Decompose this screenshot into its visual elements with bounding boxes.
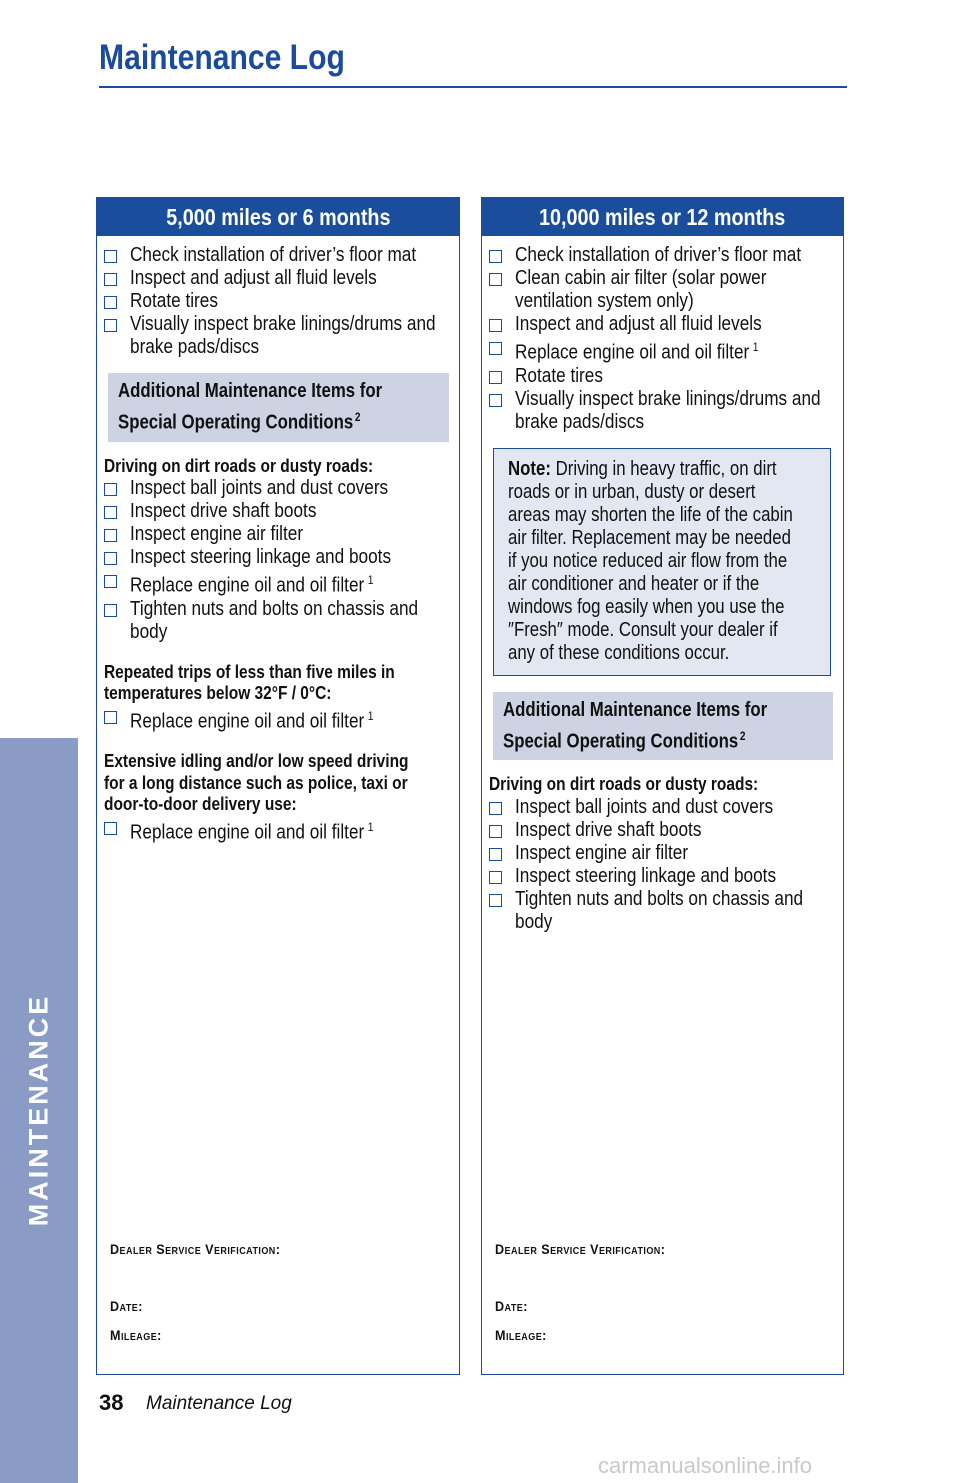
checkbox[interactable] xyxy=(104,250,117,263)
footnote-ref: 1 xyxy=(367,573,374,588)
item-label: Check installation of driver’s floor mat xyxy=(515,244,802,266)
dealer-verification-label: Dealer Service Verification: xyxy=(495,1241,666,1257)
item-label: Rotate tires xyxy=(130,290,218,312)
footer-label: Maintenance Log xyxy=(146,1393,292,1414)
checkbox[interactable] xyxy=(104,822,117,835)
item-label: Tighten nuts and bolts on chassis and xyxy=(515,887,804,910)
item-label: Replace engine oil and oil filter xyxy=(515,341,750,364)
checkbox[interactable] xyxy=(489,894,502,907)
item-label: Check installation of driver’s floor mat xyxy=(130,244,417,266)
item-label: Tighten nuts and bolts on chassis and xyxy=(130,597,419,620)
item-label: Visually inspect brake linings/drums and xyxy=(130,313,436,335)
item-label: Inspect and adjust all fluid levels xyxy=(515,313,762,335)
checkbox[interactable] xyxy=(104,529,117,542)
checkbox[interactable] xyxy=(489,319,502,332)
item-label: Inspect engine air filter xyxy=(515,841,689,864)
item-label-cont: ventilation system only) xyxy=(515,290,694,312)
special-title-line2: Special Operating Conditions xyxy=(118,411,354,434)
mileage-label: Mileage: xyxy=(110,1327,162,1343)
checklist-item[interactable] xyxy=(104,598,453,644)
title-rule xyxy=(99,86,847,88)
note-line: windows fog easily when you use the xyxy=(508,595,785,618)
card-header xyxy=(482,198,843,236)
checklist-item[interactable] xyxy=(104,500,453,523)
item-label: Replace engine oil and oil filter xyxy=(130,574,365,597)
checklist-item[interactable] xyxy=(489,336,837,365)
maintenance-card-10000 xyxy=(481,197,844,1375)
watermark: carmanualsonline.info xyxy=(598,1453,813,1478)
item-label: Inspect and adjust all fluid levels xyxy=(130,267,377,289)
item-label: Inspect steering linkage and boots xyxy=(130,546,392,569)
checkbox[interactable] xyxy=(104,711,117,724)
note-line: Driving in heavy traffic, on dirt xyxy=(555,457,777,480)
checklist-item[interactable] xyxy=(104,546,453,569)
item-label: Replace engine oil and oil filter xyxy=(130,821,365,844)
section-heading-cold: Repeated trips of less than five miles in temperatures below 32°F / 0°C: xyxy=(104,661,395,704)
checklist-item[interactable] xyxy=(489,865,837,888)
date-label: Date: xyxy=(495,1298,528,1314)
checkbox[interactable] xyxy=(104,319,117,332)
checklist-item[interactable] xyxy=(104,569,453,598)
checklist-item[interactable] xyxy=(104,477,453,500)
checkbox[interactable] xyxy=(489,342,502,355)
item-label: Inspect ball joints and dust covers xyxy=(130,477,389,500)
checkbox[interactable] xyxy=(489,848,502,861)
item-label: Visually inspect brake linings/drums and xyxy=(515,387,821,410)
footnote-ref: 2 xyxy=(354,410,361,424)
side-tab-label: MAINTENANCE xyxy=(23,993,54,1227)
item-label: Inspect drive shaft boots xyxy=(515,818,702,841)
checklist-item[interactable] xyxy=(489,244,837,267)
special-title-line1: Additional Maintenance Items for xyxy=(118,380,383,402)
note-line: any of these conditions occur. xyxy=(508,641,730,664)
note-line: ″Fresh″ mode. Consult your dealer if xyxy=(508,618,778,641)
card-header xyxy=(97,198,459,236)
date-label: Date: xyxy=(110,1298,143,1314)
checkbox[interactable] xyxy=(489,825,502,838)
item-label: Replace engine oil and oil filter xyxy=(130,710,365,733)
mileage-label: Mileage: xyxy=(495,1327,547,1343)
dealer-verification-label: Dealer Service Verification: xyxy=(110,1241,281,1257)
checklist-item[interactable] xyxy=(104,705,453,734)
checklist-item[interactable] xyxy=(104,267,453,290)
checkbox[interactable] xyxy=(104,506,117,519)
checklist-item[interactable] xyxy=(489,796,837,819)
note-box xyxy=(493,448,831,676)
footnote-ref: 1 xyxy=(752,340,759,354)
checkbox[interactable] xyxy=(489,371,502,384)
checklist-item[interactable] xyxy=(104,816,453,845)
special-title-line1: Additional Maintenance Items for xyxy=(503,698,768,721)
checklist-item[interactable] xyxy=(489,388,837,434)
checklist-item[interactable] xyxy=(489,365,837,388)
checkbox[interactable] xyxy=(489,394,502,407)
section-heading-idle: Extensive idling and/or low speed driving for a long distance such as police, taxi or door-to-door delivery use: xyxy=(104,751,409,815)
note-line: air filter. Replacement may be needed xyxy=(508,526,791,549)
checkbox[interactable] xyxy=(104,273,117,286)
checkbox[interactable] xyxy=(104,552,117,565)
item-label: Rotate tires xyxy=(515,364,603,387)
special-conditions-box xyxy=(108,373,449,442)
item-label: Inspect steering linkage and boots xyxy=(515,864,777,887)
note-line: roads or in urban, dusty or desert xyxy=(508,480,756,503)
page-title: Maintenance Log xyxy=(99,38,345,77)
checkbox[interactable] xyxy=(104,483,117,496)
card-header-label: 5,000 miles or 6 months xyxy=(165,204,391,230)
checklist-item[interactable] xyxy=(489,842,837,865)
item-label: Inspect ball joints and dust covers xyxy=(515,795,774,818)
checklist-item[interactable] xyxy=(489,313,837,336)
checkbox[interactable] xyxy=(489,273,502,286)
card-header-label: 10,000 miles or 12 months xyxy=(539,204,786,230)
checklist-item[interactable] xyxy=(104,290,453,313)
checkbox[interactable] xyxy=(104,575,117,588)
item-label: Inspect drive shaft boots xyxy=(130,500,317,523)
special-title-line2: Special Operating Conditions xyxy=(503,730,739,753)
checklist-item[interactable] xyxy=(104,244,453,267)
footnote-ref: 1 xyxy=(367,819,374,834)
item-label: Clean cabin air filter (solar power xyxy=(515,267,767,289)
checklist-item[interactable] xyxy=(104,313,453,359)
note-line: areas may shorten the life of the cabin xyxy=(508,503,793,526)
section-heading-dirt: Driving on dirt roads or dusty roads: xyxy=(489,774,759,795)
checklist-item[interactable] xyxy=(489,819,837,842)
item-label-cont: body xyxy=(130,620,168,643)
checkbox[interactable] xyxy=(489,250,502,263)
item-label-cont: brake pads/discs xyxy=(515,410,645,433)
page-number: 38 xyxy=(99,1390,124,1415)
checklist-item[interactable] xyxy=(489,888,837,934)
item-label-cont: body xyxy=(515,910,553,933)
checkbox[interactable] xyxy=(104,296,117,309)
item-label-cont: brake pads/discs xyxy=(130,336,260,358)
footnote-ref: 1 xyxy=(367,708,374,723)
item-label: Inspect engine air filter xyxy=(130,523,304,546)
note-line: air conditioner and heater or if the xyxy=(508,572,760,595)
checkbox[interactable] xyxy=(489,802,502,815)
checkbox[interactable] xyxy=(104,604,117,617)
checklist-item[interactable] xyxy=(104,523,453,546)
note-label: Note: xyxy=(508,457,551,480)
footnote-ref: 2 xyxy=(739,728,746,743)
checkbox[interactable] xyxy=(489,871,502,884)
section-heading-dirt: Driving on dirt roads or dusty roads: xyxy=(104,455,374,476)
checklist-item[interactable] xyxy=(489,267,837,313)
maintenance-card-5000 xyxy=(96,197,460,1375)
note-line: if you notice reduced air flow from the xyxy=(508,549,788,572)
special-conditions-box xyxy=(493,692,833,761)
